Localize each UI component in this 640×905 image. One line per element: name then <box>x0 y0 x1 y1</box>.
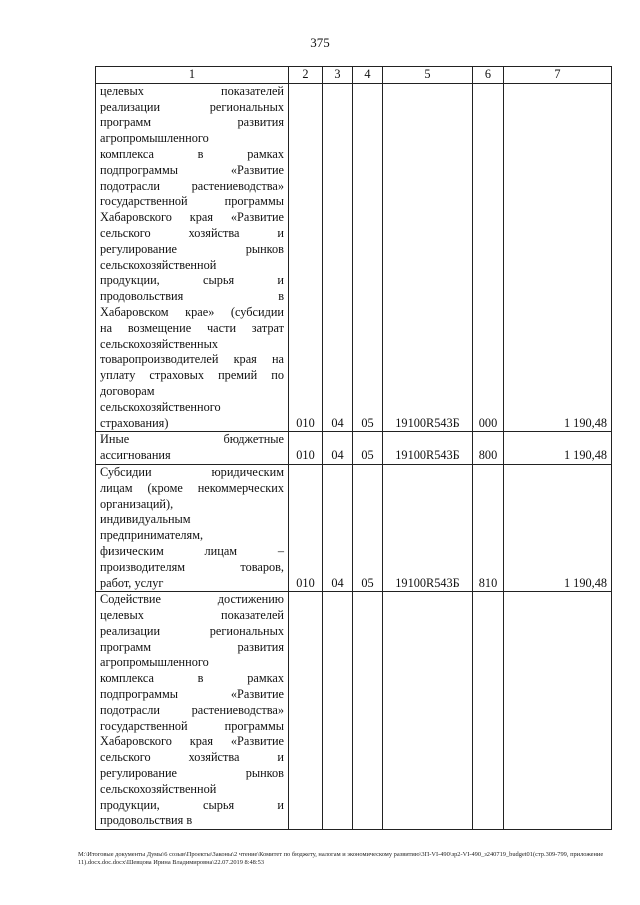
description-line: продовольствия в <box>100 289 284 304</box>
col-header-2: 2 <box>289 67 323 84</box>
table-row <box>96 464 612 591</box>
description-line: производителям товаров, <box>100 559 284 574</box>
description-line: договорам <box>100 383 155 398</box>
description-line: Хабаровского края «Развитие <box>100 734 284 749</box>
code-column-5 <box>383 592 473 830</box>
table-row <box>96 83 612 432</box>
description-line: программ развития <box>100 115 284 130</box>
description-line: Хабаровского края «Развитие <box>100 210 284 225</box>
row-description <box>96 83 289 432</box>
description-line: подотрасли растениеводства» <box>100 178 284 193</box>
code-column-5: 19100R543Б <box>383 83 473 432</box>
row-description <box>96 432 289 465</box>
code-column-3 <box>323 592 353 830</box>
description-line: регулирование рынков <box>100 766 284 781</box>
description-line: государственной программы <box>100 194 284 209</box>
code-column-6: 800 <box>473 432 504 465</box>
row-description <box>96 464 289 591</box>
code-column-3: 04 <box>323 432 353 465</box>
code-column-5: 19100R543Б <box>383 432 473 465</box>
description-line: Хабаровском крае» (субсидии <box>100 304 284 319</box>
description-line: программ развития <box>100 639 284 654</box>
code-column-3: 04 <box>323 83 353 432</box>
code-column-2: 010 <box>289 464 323 591</box>
budget-table <box>95 66 612 830</box>
code-column-4: 05 <box>353 83 383 432</box>
page-number: 375 <box>310 35 330 50</box>
table-row <box>96 432 612 465</box>
description-line: страхования) <box>100 415 169 430</box>
col-header-3: 3 <box>323 67 353 84</box>
code-column-4: 05 <box>353 464 383 591</box>
description-line: целевых показателей <box>100 83 284 98</box>
amount-cell <box>504 592 612 830</box>
description-line: Иные бюджетные <box>100 432 284 447</box>
description-line: работ, услуг <box>100 575 164 590</box>
col-header-1: 1 <box>96 67 289 84</box>
col-header-7: 7 <box>504 67 612 84</box>
description-line: сельского хозяйства и <box>100 750 284 765</box>
description-line: подотрасли растениеводства» <box>100 702 284 717</box>
description-line: реализации региональных <box>100 623 284 638</box>
amount-cell: 1 190,48 <box>504 83 612 432</box>
description-line: на возмещение части затрат <box>100 320 284 335</box>
code-column-3: 04 <box>323 464 353 591</box>
row-description <box>96 592 289 830</box>
description-line: сельскохозяйственной <box>100 781 217 796</box>
description-line: подпрограммы «Развитие <box>100 687 284 702</box>
code-column-5: 19100R543Б <box>383 464 473 591</box>
code-column-6: 810 <box>473 464 504 591</box>
description-line: агропромышленного <box>100 131 209 146</box>
description-line: агропромышленного <box>100 655 209 670</box>
description-line: сельского хозяйства и <box>100 225 284 240</box>
description-line: физическим лицам – <box>100 543 284 558</box>
description-line: комплекса в рамках <box>100 146 284 161</box>
description-line: реализации региональных <box>100 99 284 114</box>
description-line: уплату страховых премий по <box>100 368 284 383</box>
description-line: ассигнования <box>100 448 171 463</box>
description-line: продукции, сырья и <box>100 797 284 812</box>
code-column-4: 05 <box>353 432 383 465</box>
description-line: регулирование рынков <box>100 241 284 256</box>
code-column-2: 010 <box>289 432 323 465</box>
amount-cell: 1 190,48 <box>504 432 612 465</box>
description-line: подпрограммы «Развитие <box>100 162 284 177</box>
code-column-6: 000 <box>473 83 504 432</box>
description-line: товаропроизводителей края на <box>100 352 284 367</box>
col-header-4: 4 <box>353 67 383 84</box>
code-column-2: 010 <box>289 83 323 432</box>
col-header-5: 5 <box>383 67 473 84</box>
description-line: сельскохозяйственной <box>100 257 217 272</box>
code-column-4 <box>353 592 383 830</box>
description-line: государственной программы <box>100 718 284 733</box>
description-line: организаций), <box>100 496 174 511</box>
col-header-6: 6 <box>473 67 504 84</box>
description-line: индивидуальным <box>100 512 191 527</box>
code-column-6 <box>473 592 504 830</box>
table-row <box>96 592 612 830</box>
file-path-footer: M:\Итоговые документы Думы\6 созыв\Проекты\Законы\2 чтение\Комитет по бюджету, налогам и экономическому развитию\3П-VI-490\зр2-VI-490_з240719_budget01(стр.309-799, приложение 11).docx.doc.docx\Шевцова Ирина Владимировна\22.07.2019 8:48:53 <box>78 851 604 866</box>
description-line: сельскохозяйственного <box>100 399 221 414</box>
description-line: комплекса в рамках <box>100 671 284 686</box>
description-line: предпринимателям, <box>100 528 204 543</box>
header-row <box>96 67 612 84</box>
description-line: Содействие достижению <box>100 592 284 607</box>
description-line: сельскохозяйственных <box>100 336 218 351</box>
description-line: продукции, сырья и <box>100 273 284 288</box>
description-line: продовольствия в <box>100 813 193 828</box>
amount-cell: 1 190,48 <box>504 464 612 591</box>
code-column-2 <box>289 592 323 830</box>
description-line: целевых показателей <box>100 608 284 623</box>
description-line: Субсидии юридическим <box>100 464 284 479</box>
description-line: лицам (кроме некоммерческих <box>100 480 284 495</box>
